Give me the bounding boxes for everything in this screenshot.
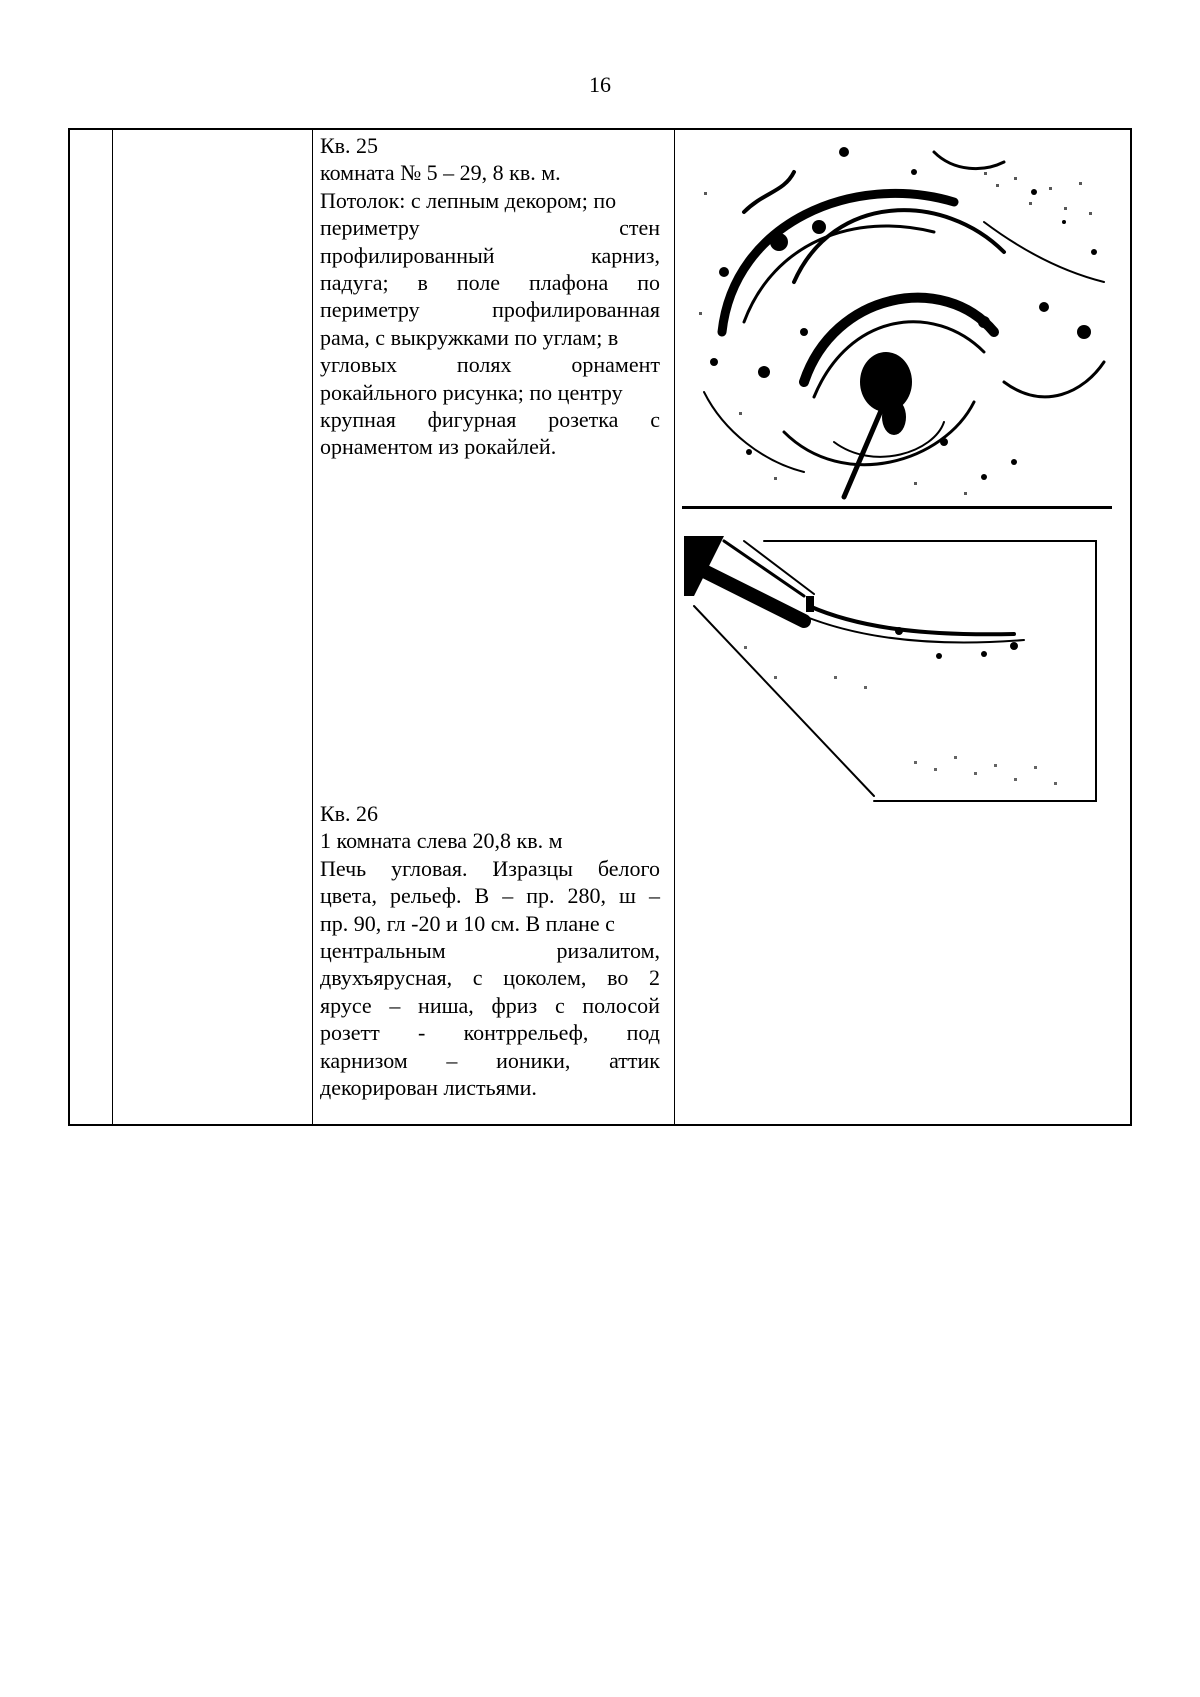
entry-line: двухъярусная, с цоколем, во 2 — [320, 965, 660, 991]
entry-line: рама, с выкружками по углам; в — [320, 324, 619, 350]
ceiling-stucco-image — [684, 132, 1110, 502]
entry-line: комната № 5 – 29, 8 кв. м. — [320, 160, 561, 186]
entry-line: падуга; в поле плафона по — [320, 270, 660, 296]
entry-line: профилированный карниз, — [320, 242, 660, 268]
entry-line: центральным ризалитом, — [320, 938, 660, 964]
entry-line: Кв. 25 — [320, 133, 379, 158]
entry-line: 1 комната слева 20,8 кв. м — [320, 828, 563, 854]
entry-line: карнизом – ионики, аттик — [320, 1047, 660, 1073]
entry-line: орнаментом из рокайлей. — [320, 434, 557, 460]
entry-line: цвета, рельеф. В – пр. 280, ш – — [320, 883, 660, 909]
entry-line: периметру профилированная — [320, 297, 660, 323]
entry-line: крупная фигурная розетка с — [320, 407, 660, 433]
entry-description-apt-26 — [320, 800, 660, 1101]
photo-divider — [682, 506, 1112, 509]
entry-line: рокайльного рисунка; по центру — [320, 379, 623, 405]
entry-line: пр. 90, гл -20 и 10 см. В плане с — [320, 910, 615, 936]
ceiling-stucco-photo — [684, 132, 1110, 502]
table-column-divider — [112, 130, 113, 1124]
entry-line: Кв. 26 — [320, 801, 379, 826]
entry-line: периметру стен — [320, 215, 660, 241]
entry-line: розетт - контррельеф, под — [320, 1020, 660, 1046]
table-column-divider — [674, 130, 675, 1124]
table-column-divider — [312, 130, 313, 1124]
cornice-detail-photo — [684, 536, 1098, 806]
cornice-detail-image — [684, 536, 1098, 806]
entry-line: Потолок: с лепным декором; по — [320, 187, 617, 213]
page-number: 16 — [589, 72, 611, 97]
entry-line: ярусе – ниша, фриз с полосой — [320, 992, 660, 1018]
entry-line: Печь угловая. Изразцы белого — [320, 855, 660, 881]
entry-line: декорирован листьями. — [320, 1075, 537, 1101]
entry-line: угловых полях орнамент — [320, 352, 660, 378]
entry-description-apt-25 — [320, 132, 660, 461]
